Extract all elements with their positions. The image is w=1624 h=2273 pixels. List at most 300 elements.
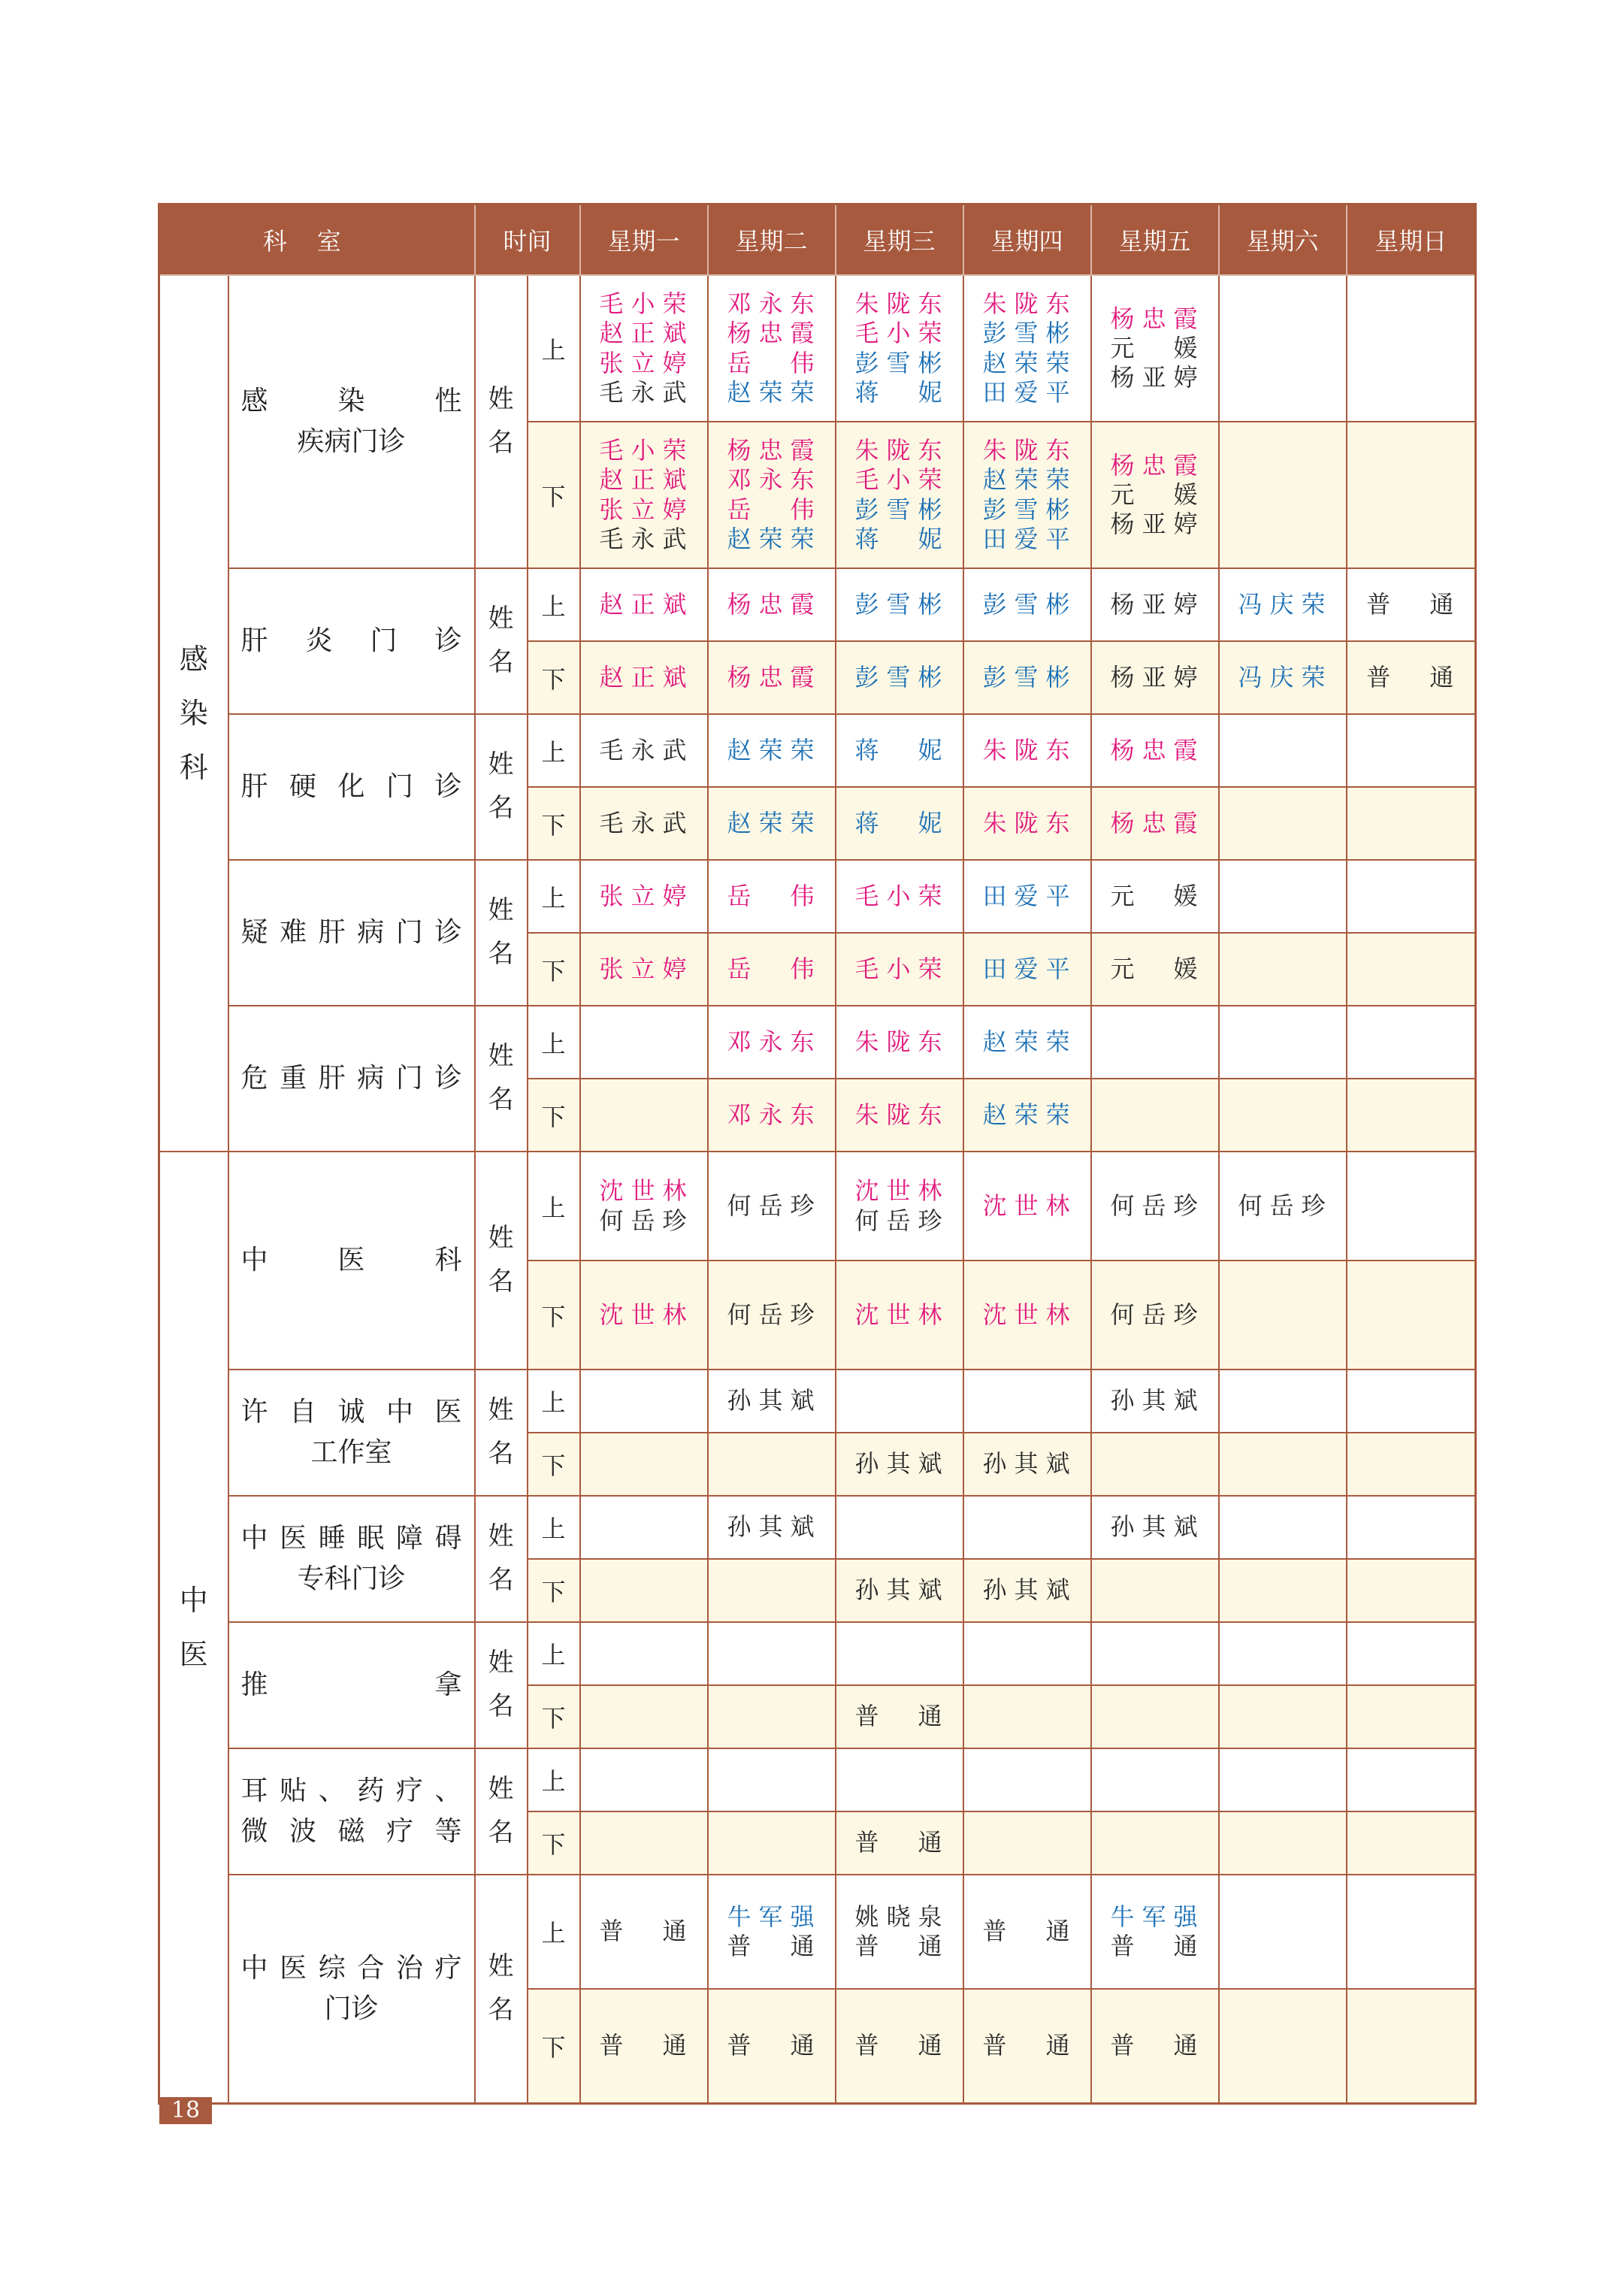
pm-label: 下 (528, 787, 580, 860)
doctor-name: 普 通 (982, 2031, 1072, 2060)
doctor-name: 彭雪彬 (982, 662, 1072, 692)
schedule-cell (963, 275, 1091, 422)
xingming-label (475, 275, 528, 568)
doctor-name: 赵正斌 (599, 319, 688, 348)
doctor-name: 朱陇东 (982, 808, 1072, 837)
schedule-cell (836, 1811, 963, 1875)
schedule-cell (1219, 568, 1347, 641)
xingming-char: 名 (488, 647, 514, 677)
schedule-cell (1219, 641, 1347, 714)
doctor-name: 田爱平 (982, 377, 1072, 407)
schedule-cell (963, 1875, 1091, 1989)
schedule-cell (836, 1261, 963, 1370)
schedule-cell (963, 1433, 1091, 1496)
schedule-cell (1347, 1622, 1476, 1685)
department-name-line: 疑难肝病门诊 (240, 917, 462, 948)
schedule-cell (1091, 1496, 1219, 1559)
schedule-cell (1219, 1006, 1347, 1079)
pm-label: 下 (528, 1685, 580, 1748)
schedule-cell (1219, 1685, 1347, 1748)
schedule-cell (836, 933, 963, 1006)
schedule-cell (963, 422, 1091, 568)
schedule-cell (1219, 1152, 1347, 1261)
header-day-tue: 星期二 (708, 204, 836, 276)
schedule-cell (1347, 275, 1476, 422)
doctor-name: 赵荣荣 (727, 808, 816, 837)
schedule-cell (580, 1370, 708, 1433)
doctor-name: 元 媛 (1110, 954, 1199, 983)
schedule-cell (1091, 714, 1219, 787)
header-dept: 科室 (159, 204, 475, 276)
doctor-name: 朱陇东 (854, 289, 944, 319)
doctor-name: 冯庆荣 (1238, 662, 1327, 692)
xingming-label (475, 1622, 528, 1748)
schedule-cell (708, 641, 836, 714)
doctor-name: 何岳珍 (1110, 1300, 1199, 1329)
doctor-name: 普 通 (1366, 589, 1456, 619)
header-day-thu: 星期四 (963, 204, 1091, 276)
am-label: 上 (528, 1152, 580, 1261)
doctor-name: 赵荣荣 (982, 1100, 1072, 1129)
doctor-name: 赵荣荣 (727, 377, 816, 407)
schedule-cell (963, 1685, 1091, 1748)
doctor-name: 沈世林 (982, 1300, 1072, 1329)
schedule-cell (836, 1622, 963, 1685)
doctor-name: 沈世林 (854, 1300, 944, 1329)
xingming-char: 姓 (488, 604, 514, 634)
header-day-mon: 星期一 (580, 204, 708, 276)
schedule-cell (1219, 860, 1347, 933)
xingming-label (475, 568, 528, 714)
department-name (228, 1748, 475, 1875)
schedule-cell (1091, 1685, 1219, 1748)
department-name (228, 860, 475, 1006)
schedule-cell (580, 1559, 708, 1622)
doctor-name: 田爱平 (982, 524, 1072, 553)
schedule-cell (580, 641, 708, 714)
schedule-cell (580, 1748, 708, 1811)
pm-label: 下 (528, 1989, 580, 2103)
am-label: 上 (528, 860, 580, 933)
doctor-name: 孙其斌 (727, 1512, 816, 1542)
schedule-cell (1219, 422, 1347, 568)
doctor-name: 赵荣荣 (727, 524, 816, 553)
schedule-cell (963, 1152, 1091, 1261)
schedule-cell (1347, 1152, 1476, 1261)
schedule-cell (708, 1433, 836, 1496)
schedule-cell (580, 1152, 708, 1261)
xingming-char: 姓 (488, 1774, 514, 1805)
doctor-name: 杨忠霞 (727, 436, 816, 465)
doctor-name: 孙其斌 (854, 1575, 944, 1605)
schedule-cell (1347, 641, 1476, 714)
schedule-table (158, 203, 1477, 2105)
schedule-cell (708, 1006, 836, 1079)
schedule-cell (1219, 1989, 1347, 2103)
schedule-cell (1091, 641, 1219, 714)
schedule-cell (1347, 1989, 1476, 2103)
schedule-cell (580, 1433, 708, 1496)
table-row (159, 860, 1476, 933)
schedule-cell (1091, 1370, 1219, 1433)
category-cell (159, 1152, 228, 2103)
schedule-cell (963, 641, 1091, 714)
doctor-name: 沈世林 (982, 1191, 1072, 1220)
doctor-name: 孙其斌 (982, 1449, 1072, 1479)
xingming-label (475, 1748, 528, 1875)
department-name (228, 1622, 475, 1748)
schedule-cell (580, 933, 708, 1006)
schedule-cell (836, 1875, 963, 1989)
schedule-cell (963, 1006, 1091, 1079)
category-char: 感 (179, 642, 208, 676)
doctor-name: 毛小荣 (854, 954, 944, 983)
doctor-name: 赵正斌 (599, 465, 688, 495)
schedule-cell (708, 1496, 836, 1559)
schedule-cell (963, 1370, 1091, 1433)
table-row (159, 1370, 1476, 1433)
schedule-cell (708, 933, 836, 1006)
am-label: 上 (528, 1748, 580, 1811)
schedule-cell (963, 1261, 1091, 1370)
schedule-cell (1091, 1989, 1219, 2103)
schedule-cell (1347, 1433, 1476, 1496)
department-name (228, 1152, 475, 1370)
doctor-name: 毛小荣 (599, 436, 688, 465)
schedule-cell (708, 568, 836, 641)
schedule-cell (708, 1622, 836, 1685)
page-number: 18 (159, 2097, 212, 2124)
schedule-cell (708, 1261, 836, 1370)
table-row (159, 1152, 1476, 1261)
schedule-cell (1219, 714, 1347, 787)
schedule-cell (1347, 787, 1476, 860)
schedule-cell (1091, 933, 1219, 1006)
schedule-cell (580, 787, 708, 860)
xingming-char: 名 (488, 1085, 514, 1115)
doctor-name: 杨忠霞 (727, 589, 816, 619)
doctor-name: 毛小荣 (854, 881, 944, 910)
xingming-char: 姓 (488, 749, 514, 780)
schedule-cell (1091, 568, 1219, 641)
schedule-cell (963, 1989, 1091, 2103)
doctor-name: 杨忠霞 (727, 319, 816, 348)
doctor-name: 蒋 妮 (854, 524, 944, 553)
department-name (228, 714, 475, 860)
category-char: 科 (179, 751, 208, 785)
category-char: 染 (179, 696, 208, 730)
doctor-name: 普 通 (854, 2031, 944, 2060)
doctor-name: 孙其斌 (854, 1449, 944, 1479)
header-time: 时间 (475, 204, 580, 276)
xingming-char: 姓 (488, 1223, 514, 1254)
doctor-name: 沈世林 (599, 1300, 688, 1329)
xingming-label (475, 860, 528, 1006)
department-name-line: 疾病门诊 (297, 426, 406, 457)
am-label: 上 (528, 275, 580, 422)
am-label: 上 (528, 714, 580, 787)
doctor-name: 岳 伟 (727, 348, 816, 377)
schedule-cell (1347, 1559, 1476, 1622)
schedule-cell (836, 860, 963, 933)
doctor-name: 张立婷 (599, 881, 688, 910)
schedule-cell (836, 568, 963, 641)
schedule-cell (580, 1496, 708, 1559)
schedule-cell (580, 1006, 708, 1079)
schedule-cell (708, 422, 836, 568)
xingming-char: 名 (488, 793, 514, 823)
doctor-name: 杨亚婷 (1110, 589, 1199, 619)
header-day-sun: 星期日 (1347, 204, 1476, 276)
doctor-name: 赵荣荣 (982, 465, 1072, 495)
doctor-name: 朱陇东 (982, 436, 1072, 465)
department-name-line: 感染性 (240, 386, 462, 416)
schedule-cell (1091, 1152, 1219, 1261)
schedule-cell (708, 714, 836, 787)
doctor-name: 岳 伟 (727, 495, 816, 524)
am-label: 上 (528, 1622, 580, 1685)
category-char: 医 (179, 1637, 208, 1671)
schedule-cell (836, 1496, 963, 1559)
schedule-cell (1091, 275, 1219, 422)
schedule-cell (1347, 1496, 1476, 1559)
doctor-name: 牛军强 (1110, 1902, 1199, 1931)
schedule-cell (1347, 422, 1476, 568)
schedule-cell (963, 1496, 1091, 1559)
schedule-cell (1347, 1370, 1476, 1433)
schedule-cell (836, 714, 963, 787)
schedule-cell (580, 275, 708, 422)
xingming-char: 姓 (488, 1648, 514, 1678)
schedule-cell (963, 1748, 1091, 1811)
xingming-label (475, 714, 528, 860)
doctor-name: 元 媛 (1110, 333, 1199, 362)
schedule-cell (1219, 933, 1347, 1006)
doctor-name: 张立婷 (599, 495, 688, 524)
schedule-cell (708, 787, 836, 860)
schedule-cell (708, 1370, 836, 1433)
department-name-line: 许自诚中医 (240, 1397, 462, 1427)
pm-label: 下 (528, 1811, 580, 1875)
schedule-cell (1091, 787, 1219, 860)
xingming-label (475, 1006, 528, 1152)
schedule-cell (836, 275, 963, 422)
schedule-cell (1347, 860, 1476, 933)
doctor-name: 田爱平 (982, 954, 1072, 983)
schedule-cell (963, 568, 1091, 641)
doctor-name: 邓永东 (727, 1027, 816, 1056)
doctor-name: 朱陇东 (854, 436, 944, 465)
table-row (159, 714, 1476, 787)
schedule-cell (836, 1748, 963, 1811)
table-row (159, 1006, 1476, 1079)
doctor-name: 牛军强 (727, 1902, 816, 1931)
schedule-cell (1219, 1433, 1347, 1496)
doctor-name: 普 通 (854, 1828, 944, 1857)
schedule-cell (963, 1811, 1091, 1875)
doctor-name: 毛永武 (599, 735, 688, 764)
department-name (228, 1370, 475, 1496)
pm-label: 下 (528, 1433, 580, 1496)
department-name-line: 推拿 (240, 1669, 462, 1700)
xingming-char: 名 (488, 1994, 514, 2025)
department-name-line: 中医科 (240, 1245, 462, 1276)
table-row (159, 1748, 1476, 1811)
schedule-cell (1347, 568, 1476, 641)
doctor-name: 岳 伟 (727, 954, 816, 983)
schedule-cell (1219, 1079, 1347, 1152)
schedule-cell (836, 1079, 963, 1152)
doctor-name: 赵正斌 (599, 662, 688, 692)
doctor-name: 彭雪彬 (982, 589, 1072, 619)
schedule-cell (708, 275, 836, 422)
doctor-name: 普 通 (982, 1917, 1072, 1946)
doctor-name: 邓永东 (727, 465, 816, 495)
schedule-cell (708, 1079, 836, 1152)
schedule-cell (1219, 1811, 1347, 1875)
doctor-name: 何岳珍 (854, 1206, 944, 1235)
table-row (159, 568, 1476, 641)
pm-label: 下 (528, 1079, 580, 1152)
schedule-cell (580, 1685, 708, 1748)
doctor-name: 普 通 (1110, 1932, 1199, 1960)
doctor-name: 蒋 妮 (854, 377, 944, 407)
schedule-cell (580, 714, 708, 787)
schedule-cell (1091, 1261, 1219, 1370)
xingming-char: 名 (488, 1817, 514, 1848)
xingming-label (475, 1370, 528, 1496)
schedule-cell (1347, 933, 1476, 1006)
doctor-name: 何岳珍 (727, 1191, 816, 1220)
department-name-line: 中医睡眠障碍 (240, 1523, 462, 1554)
doctor-name: 姚晓泉 (854, 1902, 944, 1931)
xingming-char: 姓 (488, 1395, 514, 1426)
doctor-name: 毛永武 (599, 808, 688, 837)
xingming-char: 名 (488, 1439, 514, 1469)
schedule-cell (1219, 1370, 1347, 1433)
doctor-name: 彭雪彬 (982, 319, 1072, 348)
doctor-name: 沈世林 (854, 1176, 944, 1206)
doctor-name: 孙其斌 (1110, 1512, 1199, 1542)
schedule-cell (963, 787, 1091, 860)
schedule-cell (708, 1559, 836, 1622)
schedule-cell (836, 1433, 963, 1496)
table-row (159, 275, 1476, 422)
doctor-name: 赵荣荣 (982, 1027, 1072, 1056)
doctor-name: 沈世林 (599, 1176, 688, 1206)
schedule-cell (708, 1152, 836, 1261)
schedule-cell (1091, 1622, 1219, 1685)
schedule-cell (580, 1989, 708, 2103)
schedule-cell (836, 1370, 963, 1433)
xingming-label (475, 1152, 528, 1370)
am-label: 上 (528, 1006, 580, 1079)
pm-label: 下 (528, 1559, 580, 1622)
pm-label: 下 (528, 422, 580, 568)
schedule-cell (1091, 422, 1219, 568)
schedule-cell (1347, 714, 1476, 787)
schedule-cell (963, 1079, 1091, 1152)
doctor-name: 朱陇东 (982, 735, 1072, 764)
doctor-name: 彭雪彬 (982, 495, 1072, 524)
xingming-char: 姓 (488, 384, 514, 415)
doctor-name: 冯庆荣 (1238, 589, 1327, 619)
am-label: 上 (528, 1496, 580, 1559)
schedule-cell (1219, 1496, 1347, 1559)
schedule-cell (1219, 1622, 1347, 1685)
schedule-cell (580, 1079, 708, 1152)
table-row (159, 1875, 1476, 1989)
header-day-wed: 星期三 (836, 204, 963, 276)
am-label: 上 (528, 1370, 580, 1433)
doctor-name: 岳 伟 (727, 881, 816, 910)
doctor-name: 毛小荣 (854, 465, 944, 495)
xingming-char: 名 (488, 1565, 514, 1595)
schedule-cell (836, 1989, 963, 2103)
doctor-name: 毛小荣 (854, 319, 944, 348)
schedule-cell (1347, 1685, 1476, 1748)
doctor-name: 普 通 (727, 2031, 816, 2060)
schedule-cell (963, 714, 1091, 787)
xingming-char: 名 (488, 939, 514, 969)
doctor-name: 普 通 (1366, 662, 1456, 692)
department-name-line: 中医综合治疗 (240, 1952, 462, 1984)
schedule-cell (1347, 1811, 1476, 1875)
doctor-name: 朱陇东 (854, 1100, 944, 1129)
schedule-cell (708, 1748, 836, 1811)
doctor-name: 杨忠霞 (1110, 735, 1199, 764)
doctor-name: 朱陇东 (854, 1027, 944, 1056)
schedule-cell (1219, 1559, 1347, 1622)
doctor-name: 孙其斌 (1110, 1386, 1199, 1415)
schedule-cell (580, 860, 708, 933)
xingming-char: 名 (488, 428, 514, 458)
doctor-name: 张立婷 (599, 348, 688, 377)
schedule-cell (1347, 1748, 1476, 1811)
doctor-name: 杨忠霞 (1110, 808, 1199, 837)
pm-label: 下 (528, 933, 580, 1006)
doctor-name: 何岳珍 (727, 1300, 816, 1329)
doctor-name: 孙其斌 (727, 1386, 816, 1415)
schedule-cell (963, 1622, 1091, 1685)
doctor-name: 杨忠霞 (1110, 304, 1199, 333)
doctor-name: 普 通 (599, 2031, 688, 2060)
doctor-name: 邓永东 (727, 289, 816, 319)
doctor-name: 杨亚婷 (1110, 510, 1199, 539)
schedule-cell (963, 1559, 1091, 1622)
schedule-cell (963, 933, 1091, 1006)
xingming-label (475, 1875, 528, 2103)
doctor-name: 彭雪彬 (854, 348, 944, 377)
schedule-cell (708, 860, 836, 933)
schedule-cell (1347, 1079, 1476, 1152)
doctor-name: 毛永武 (599, 377, 688, 407)
schedule-cell (836, 1006, 963, 1079)
schedule-body (159, 275, 1476, 2103)
schedule-cell (1219, 1748, 1347, 1811)
doctor-name: 彭雪彬 (854, 662, 944, 692)
doctor-name: 杨忠霞 (727, 662, 816, 692)
department-name-line: 门诊 (324, 1993, 379, 2024)
xingming-char: 名 (488, 1691, 514, 1721)
doctor-name: 赵荣荣 (982, 348, 1072, 377)
schedule-cell (580, 568, 708, 641)
schedule-cell (708, 1685, 836, 1748)
doctor-name: 赵荣荣 (727, 735, 816, 764)
department-name-line: 专科门诊 (297, 1563, 406, 1594)
schedule-cell (1219, 1261, 1347, 1370)
schedule-cell (1091, 1559, 1219, 1622)
